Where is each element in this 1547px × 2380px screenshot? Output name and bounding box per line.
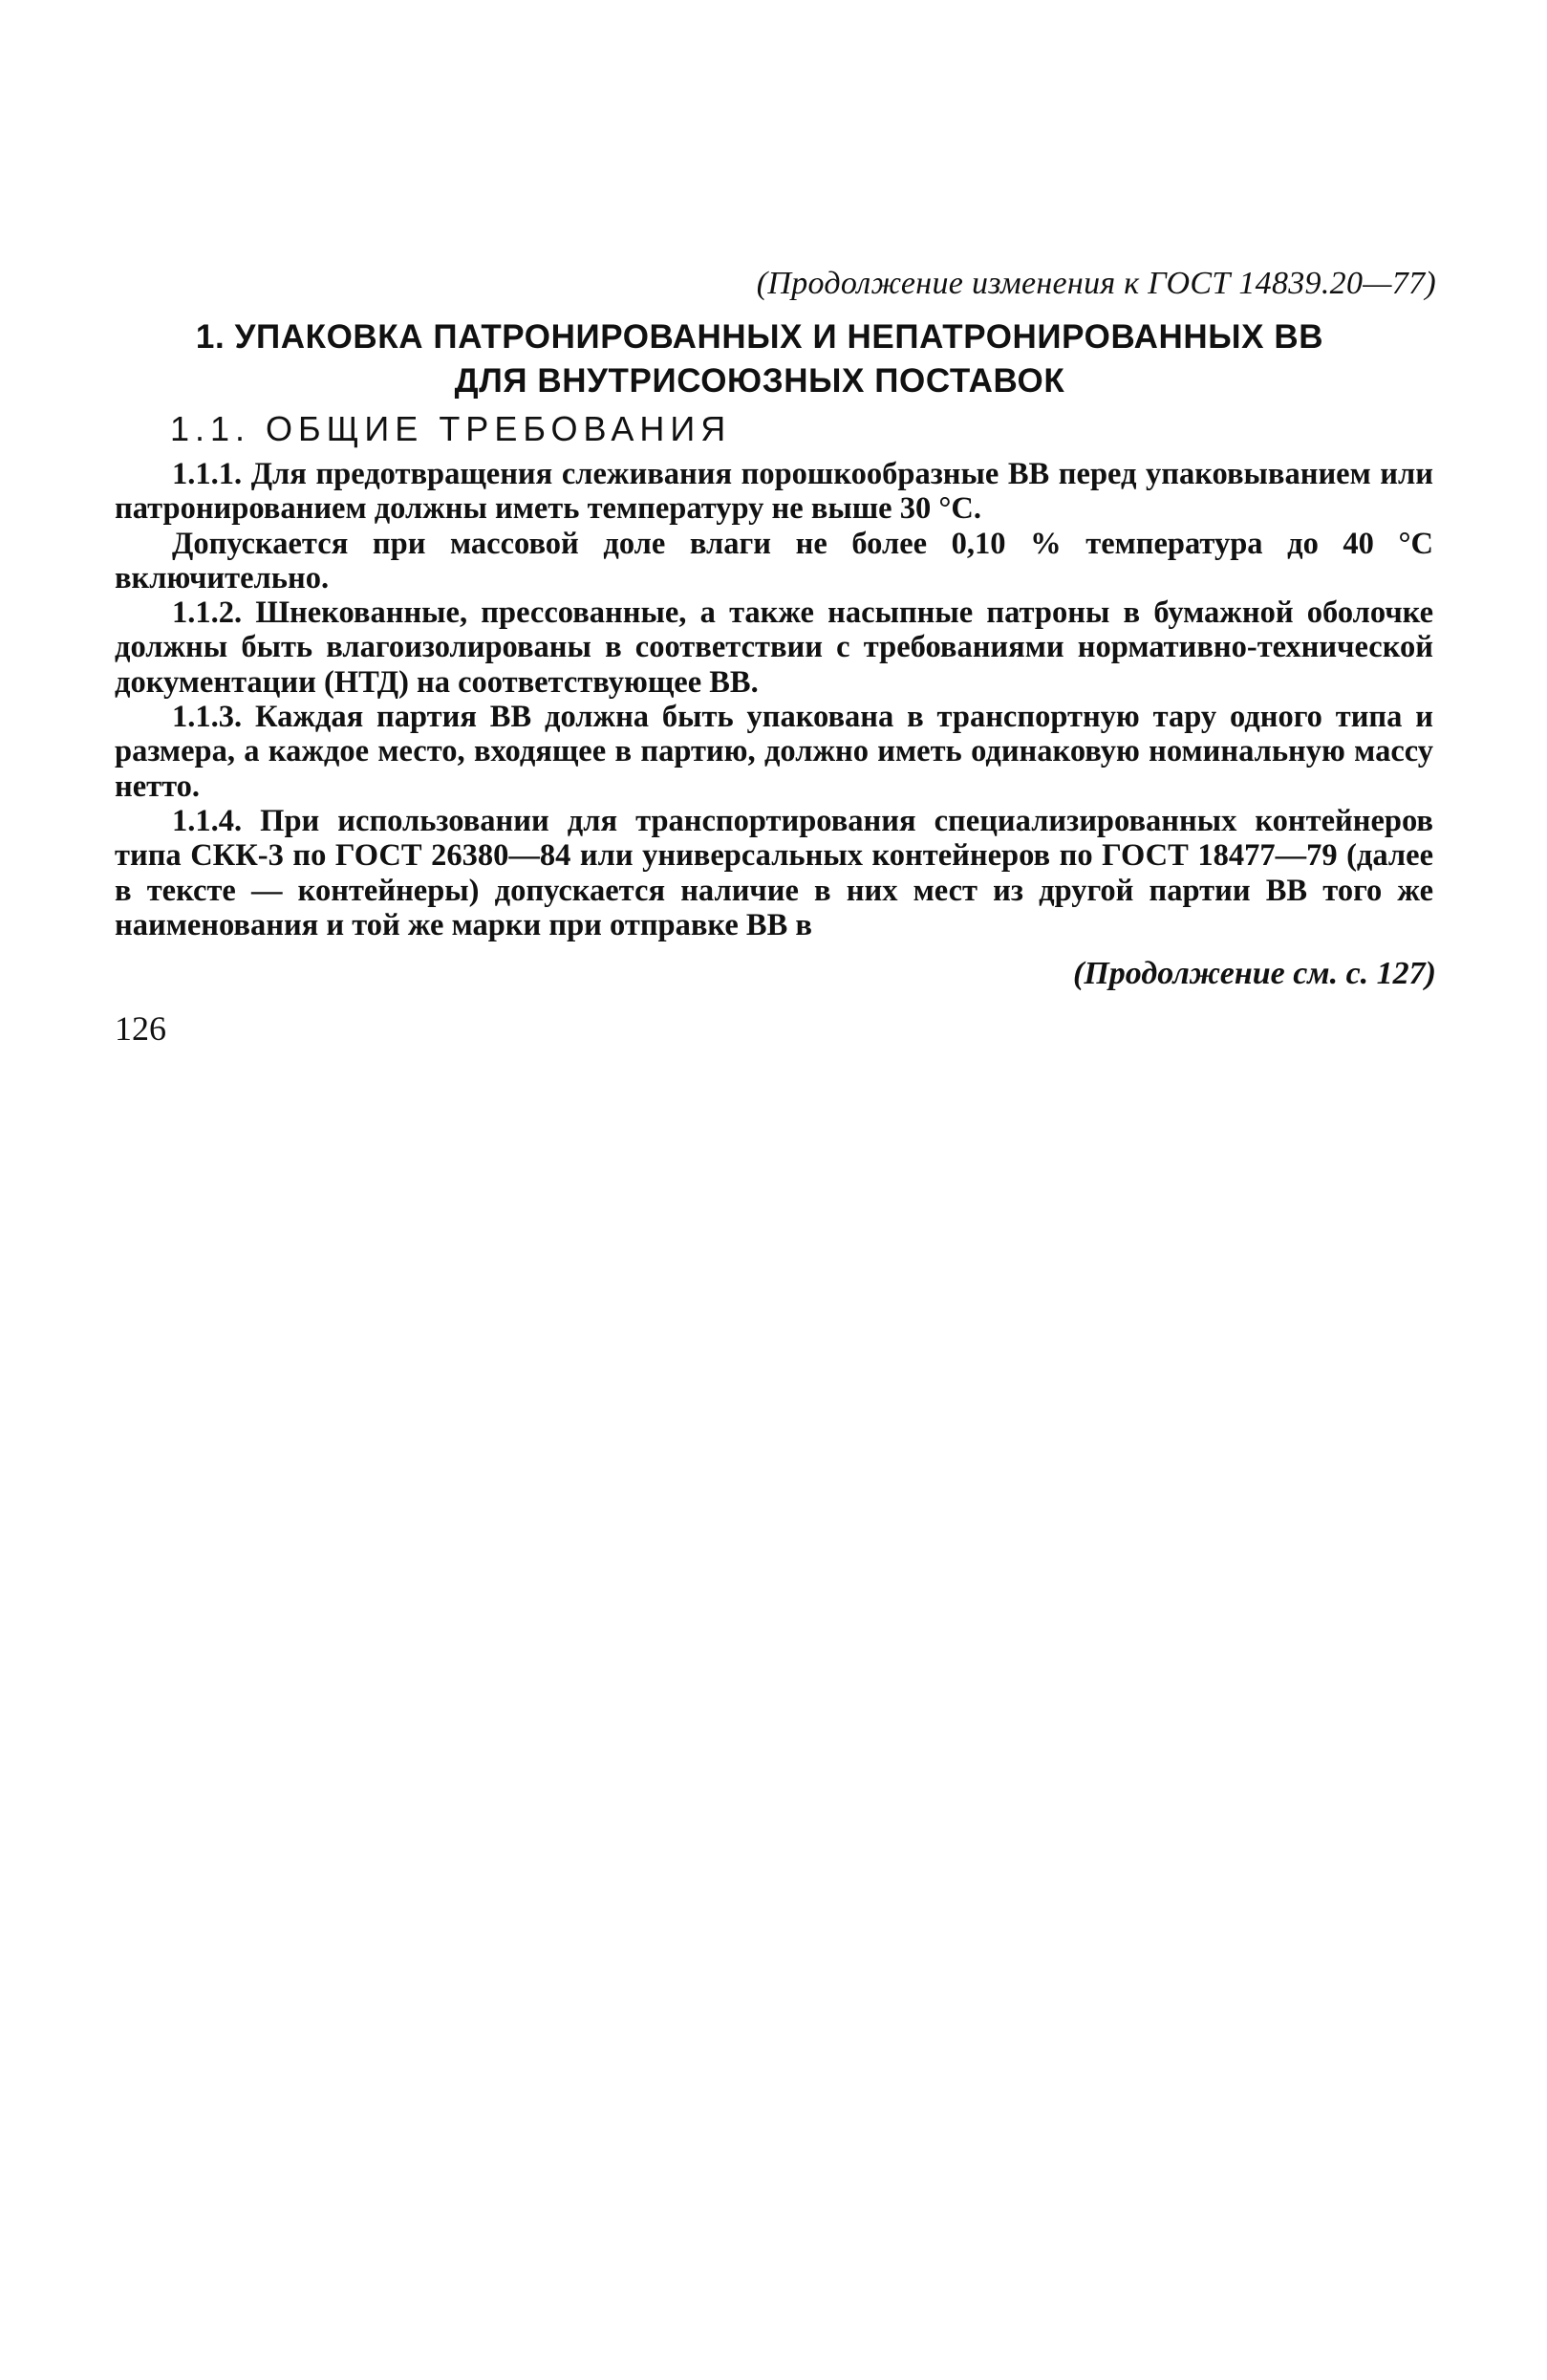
section-title — [172, 315, 1347, 403]
paragraph-1-1-1: 1.1.1. Для предотвращения слеживания порошкообразные ВВ перед упаковыванием или патронированием должны иметь температуру не выше 30 °С. — [115, 457, 1433, 527]
paragraph-1-1-4: 1.1.4. При использовании для транспортирования специализированных контейнеров типа СКК-3 по ГОСТ 26380—84 или универсальных контейнеров по ГОСТ 18477—79 (далее в тексте — контейнеры) допускается наличие в них мест из другой партии ВВ того же наименования и той же марки при отправке ВВ в — [115, 803, 1433, 942]
page-number: 126 — [115, 1009, 166, 1048]
paragraph-1-1-3: 1.1.3. Каждая партия ВВ должна быть упакована в транспортную тару одного типа и размера, а каждое место, входящее в партию, должно иметь одинаковую номинальную массу нетто. — [115, 700, 1433, 804]
paragraph-1-1-1-continued: Допускается при массовой доле влаги не более 0,10 % температура до 40 °С включительно. — [115, 526, 1433, 595]
continuation-footer-note: (Продолжение см. с. 127) — [1073, 956, 1436, 991]
section-title-line-2: ДЛЯ ВНУТРИСОЮЗНЫХ ПОСТАВОК — [454, 362, 1065, 400]
continuation-header-note: (Продолжение изменения к ГОСТ 14839.20—77) — [756, 266, 1436, 301]
body-text — [115, 457, 1433, 942]
subsection-title: 1.1. ОБЩИЕ ТРЕБОВАНИЯ — [170, 409, 732, 448]
paragraph-1-1-2: 1.1.2. Шнекованные, прессованные, а также насыпные патроны в бумажной оболочке должны быть влагоизолированы в соответствии с требованиями нормативно-технической документации (НТД) на соответствующее ВВ. — [115, 595, 1433, 700]
section-title-line-1: 1. УПАКОВКА ПАТРОНИРОВАННЫХ И НЕПАТРОНИРОВАННЫХ ВВ — [195, 318, 1324, 356]
